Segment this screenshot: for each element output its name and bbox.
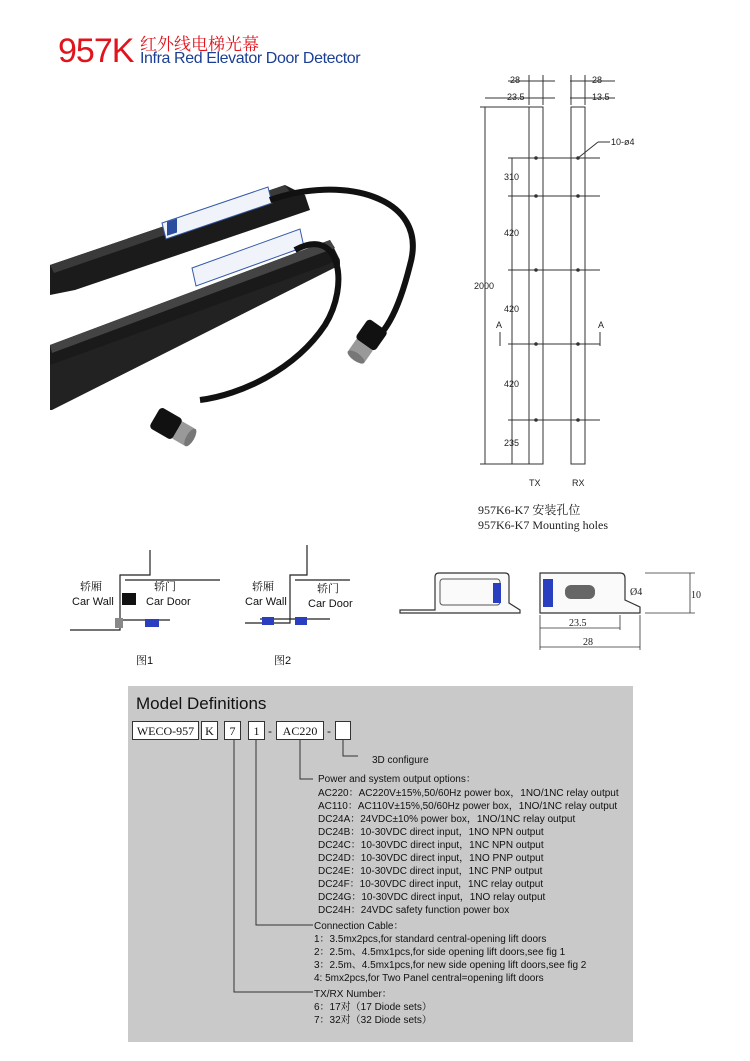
code-prefix-box: WECO-957: [132, 721, 199, 740]
power-option: DC24A：24VDC±10% power box，1NO/1NC relay output: [318, 814, 576, 825]
code-cable-box: 1: [248, 721, 265, 740]
fig2-door-cn: 轿门: [317, 583, 339, 595]
mounting-drawing: [470, 70, 670, 495]
fig2-cabin-en: Car Wall: [245, 596, 287, 608]
fig1-cabin-en: Car Wall: [72, 596, 114, 608]
cable-option: 4: 5mx2pcs,for Two Panel central=opening lift doors: [314, 973, 544, 984]
code-k-box: K: [201, 721, 218, 740]
code-power-box: AC220: [276, 721, 324, 740]
caption-en: 957K6-K7 Mounting holes: [478, 518, 608, 532]
power-option: DC24C：10-30VDC direct input，1NC NPN output: [318, 840, 544, 851]
model-number: 957K: [58, 32, 134, 70]
txrx-option: 7：32对（32 Diode sets）: [314, 1015, 432, 1026]
profile-width-outer: 28: [583, 637, 593, 648]
cable-title: Connection Cable：: [314, 921, 404, 932]
segment-3: 420: [504, 304, 520, 314]
code-pairs-box: 7: [224, 721, 241, 740]
segment-2: 420: [504, 228, 520, 238]
title-chinese: 红外线电梯光幕: [140, 35, 259, 54]
dim-left: 23.5: [507, 92, 525, 102]
code-sep-1: -: [268, 724, 272, 738]
power-option: DC24D：10-30VDC direct input，1NO PNP output: [318, 853, 544, 864]
profile-height: 10: [691, 590, 701, 601]
power-option: DC24G：10-30VDC direct input，1NO relay output: [318, 892, 546, 903]
tx-label: TX: [529, 478, 541, 488]
segment-4: 420: [504, 379, 520, 389]
config-label: 3D configure: [372, 755, 429, 766]
power-option: DC24E：10-30VDC direct input，1NC PNP output: [318, 866, 543, 877]
dim-right: 13.5: [592, 92, 610, 102]
dim-top-right: 28: [592, 75, 603, 85]
model-definitions-title: Model Definitions: [136, 694, 267, 713]
total-height: 2000: [474, 281, 495, 291]
fig1-cabin-cn: 轿厢: [80, 581, 102, 593]
txrx-title: TX/RX Number：: [314, 989, 392, 1000]
segment-5: 235: [504, 438, 520, 448]
power-option: DC24F：10-30VDC direct input，1NC relay output: [318, 879, 544, 890]
segment-1: 310: [504, 172, 520, 182]
power-option: AC110：AC110V±15%,50/60Hz power box，1NO/1NC relay output: [318, 801, 618, 812]
product-photo: [40, 165, 440, 455]
fig2-label: 图2: [274, 655, 292, 667]
power-option: DC24H：24VDC safety function power box: [318, 905, 510, 916]
install-fig-1: [60, 545, 230, 670]
power-option: DC24B：10-30VDC direct input，1NO NPN output: [318, 827, 544, 838]
section-mark-right: A: [598, 320, 605, 330]
profile-width-inner: 23.5: [569, 618, 587, 629]
cable-option: 2：2.5m、4.5mx1pcs,for side opening lift doors,see fig 1: [314, 947, 566, 958]
holes-label: 10-ø4: [611, 137, 635, 147]
cable-option: 1：3.5mx2pcs,for standard central-opening lift doors: [314, 934, 547, 945]
fig1-door-cn: 轿门: [154, 581, 176, 593]
code-sep-2: -: [327, 724, 331, 738]
cable-option: 3：2.5m、4.5mx1pcs,for new side opening lift doors,see fig 2: [314, 960, 587, 971]
power-title: Power and system output options：: [318, 774, 476, 785]
mounting-caption: [478, 503, 608, 533]
profile-section-2: [535, 565, 705, 660]
section-mark-left: A: [496, 320, 503, 330]
dim-top-left: 28: [510, 75, 521, 85]
fig1-door-en: Car Door: [146, 596, 191, 608]
power-option: AC220：AC220V±15%,50/60Hz power box，1NO/1NC relay output: [318, 788, 619, 799]
caption-cn: 957K6-K7 安装孔位: [478, 503, 581, 517]
rx-label: RX: [572, 478, 585, 488]
fig2-cabin-cn: 轿厢: [252, 581, 274, 593]
fig2-door-en: Car Door: [308, 598, 353, 610]
txrx-option: 6：17对（17 Diode sets）: [314, 1002, 432, 1013]
title-english: Infra Red Elevator Door Detector: [140, 50, 361, 67]
install-fig-2: [240, 545, 360, 670]
profile-section-1: [395, 565, 525, 625]
fig1-label: 图1: [136, 655, 154, 667]
profile-hole: Ø4: [630, 587, 643, 598]
